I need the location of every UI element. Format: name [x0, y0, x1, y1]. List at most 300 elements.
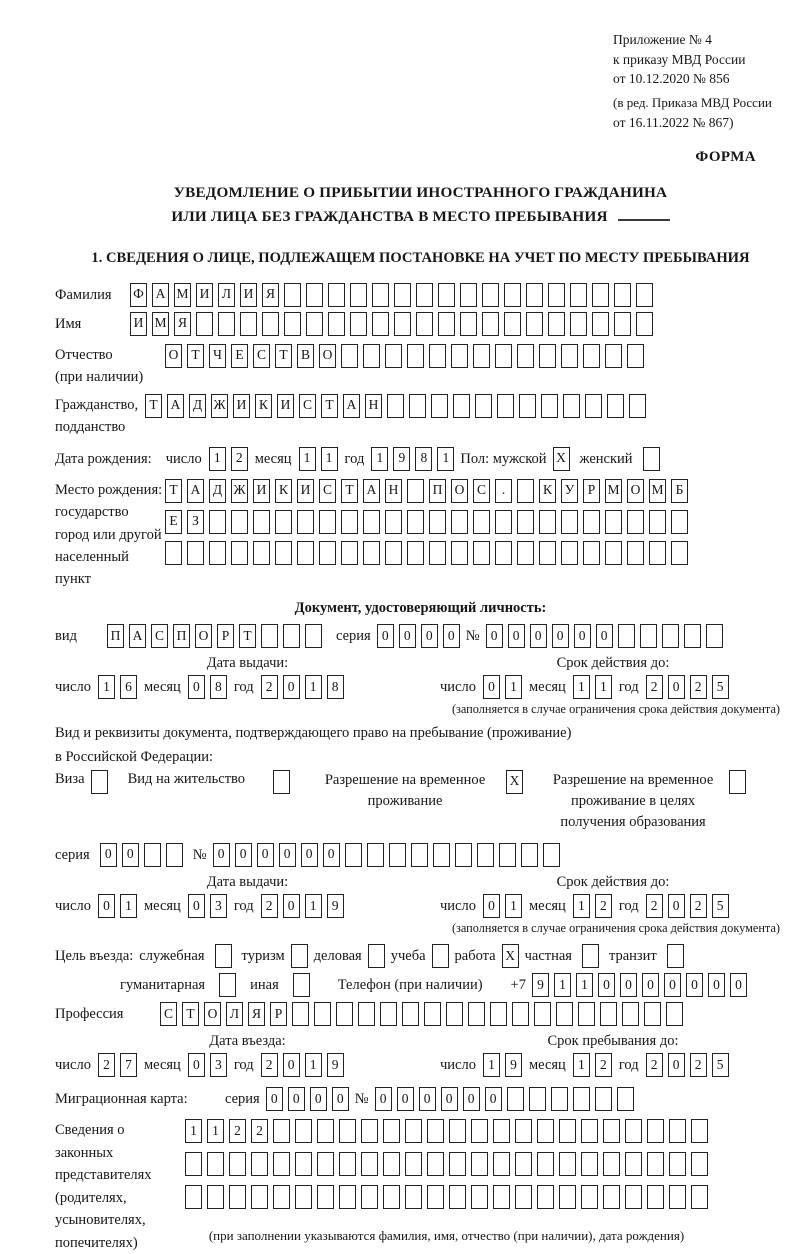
char-cell[interactable]: 0 — [283, 1053, 300, 1077]
char-cell[interactable] — [328, 283, 345, 307]
char-cell[interactable]: Н — [365, 394, 382, 418]
char-cell[interactable] — [706, 624, 723, 648]
char-cell[interactable] — [471, 1185, 488, 1209]
char-cell[interactable] — [519, 394, 536, 418]
char-cell[interactable]: 5 — [712, 894, 729, 918]
char-cell[interactable] — [649, 541, 666, 565]
char-cell[interactable] — [229, 1185, 246, 1209]
char-cell[interactable]: З — [187, 510, 204, 534]
char-cell[interactable] — [662, 624, 679, 648]
char-cell[interactable] — [187, 541, 204, 565]
char-cell[interactable]: М — [152, 312, 169, 336]
char-cell[interactable] — [473, 510, 490, 534]
char-cell[interactable]: 0 — [708, 973, 725, 997]
char-cell[interactable] — [251, 1185, 268, 1209]
char-cell[interactable] — [383, 1152, 400, 1176]
char-cell[interactable] — [603, 1152, 620, 1176]
char-cell[interactable]: 1 — [305, 675, 322, 699]
char-cell[interactable]: 2 — [231, 447, 248, 471]
char-cell[interactable]: 1 — [371, 447, 388, 471]
char-cell[interactable]: 0 — [279, 843, 296, 867]
char-cell[interactable]: 0 — [188, 675, 205, 699]
char-cell[interactable]: У — [561, 479, 578, 503]
char-cell[interactable]: 0 — [441, 1087, 458, 1111]
char-cell[interactable]: А — [343, 394, 360, 418]
char-cell[interactable] — [262, 312, 279, 336]
char-cell[interactable] — [605, 510, 622, 534]
char-cell[interactable] — [493, 1185, 510, 1209]
char-cell[interactable]: 1 — [554, 973, 571, 997]
char-cell[interactable] — [424, 1002, 441, 1026]
char-cell[interactable]: О — [204, 1002, 221, 1026]
char-cell[interactable]: 0 — [266, 1087, 283, 1111]
char-cell[interactable] — [317, 1119, 334, 1143]
char-cell[interactable]: П — [107, 624, 124, 648]
char-cell[interactable]: П — [429, 479, 446, 503]
char-cell[interactable] — [361, 1152, 378, 1176]
char-cell[interactable]: 0 — [419, 1087, 436, 1111]
char-cell[interactable]: Н — [385, 479, 402, 503]
char-cell[interactable] — [471, 1119, 488, 1143]
char-cell[interactable]: 8 — [415, 447, 432, 471]
char-cell[interactable]: 0 — [686, 973, 703, 997]
char-cell[interactable]: 0 — [620, 973, 637, 997]
char-cell[interactable] — [449, 1152, 466, 1176]
char-cell[interactable]: 2 — [690, 894, 707, 918]
char-cell[interactable] — [669, 1185, 686, 1209]
char-cell[interactable]: М — [649, 479, 666, 503]
char-cell[interactable]: 0 — [552, 624, 569, 648]
char-cell[interactable]: 1 — [321, 447, 338, 471]
char-cell[interactable] — [585, 394, 602, 418]
char-cell[interactable]: 9 — [327, 894, 344, 918]
char-cell[interactable] — [477, 843, 494, 867]
char-cell[interactable]: 0 — [188, 894, 205, 918]
char-cell[interactable]: 2 — [229, 1119, 246, 1143]
char-cell[interactable] — [339, 1119, 356, 1143]
char-cell[interactable] — [429, 510, 446, 534]
char-cell[interactable] — [297, 510, 314, 534]
char-cell[interactable] — [614, 312, 631, 336]
char-cell[interactable]: 0 — [288, 1087, 305, 1111]
purpose-transit-checkbox[interactable] — [667, 944, 684, 968]
char-cell[interactable] — [165, 541, 182, 565]
char-cell[interactable]: 0 — [122, 843, 139, 867]
char-cell[interactable] — [240, 312, 257, 336]
char-cell[interactable]: В — [297, 344, 314, 368]
char-cell[interactable] — [185, 1185, 202, 1209]
sex-male-checkbox[interactable]: X — [553, 447, 570, 471]
char-cell[interactable] — [350, 312, 367, 336]
char-cell[interactable]: 0 — [399, 624, 416, 648]
char-cell[interactable]: 3 — [210, 894, 227, 918]
char-cell[interactable] — [622, 1002, 639, 1026]
purpose-other-checkbox[interactable] — [293, 973, 310, 997]
char-cell[interactable]: 0 — [443, 624, 460, 648]
temp-residence-checkbox[interactable]: X — [506, 770, 523, 794]
char-cell[interactable] — [512, 1002, 529, 1026]
char-cell[interactable] — [317, 1185, 334, 1209]
char-cell[interactable]: 1 — [209, 447, 226, 471]
char-cell[interactable] — [207, 1152, 224, 1176]
char-cell[interactable]: 1 — [505, 894, 522, 918]
char-cell[interactable] — [592, 312, 609, 336]
char-cell[interactable] — [405, 1119, 422, 1143]
char-cell[interactable]: И — [240, 283, 257, 307]
residence-permit-checkbox[interactable] — [273, 770, 290, 794]
char-cell[interactable] — [539, 344, 556, 368]
char-cell[interactable] — [407, 344, 424, 368]
char-cell[interactable]: Я — [248, 1002, 265, 1026]
char-cell[interactable]: Р — [270, 1002, 287, 1026]
char-cell[interactable]: Д — [189, 394, 206, 418]
char-cell[interactable] — [583, 541, 600, 565]
char-cell[interactable] — [647, 1119, 664, 1143]
char-cell[interactable] — [207, 1185, 224, 1209]
char-cell[interactable] — [387, 394, 404, 418]
char-cell[interactable] — [490, 1002, 507, 1026]
char-cell[interactable]: 1 — [185, 1119, 202, 1143]
char-cell[interactable] — [166, 843, 183, 867]
sex-female-checkbox[interactable] — [643, 447, 660, 471]
char-cell[interactable]: 1 — [299, 447, 316, 471]
char-cell[interactable] — [473, 344, 490, 368]
char-cell[interactable] — [380, 1002, 397, 1026]
char-cell[interactable]: 1 — [483, 1053, 500, 1077]
char-cell[interactable] — [537, 1152, 554, 1176]
char-cell[interactable] — [647, 1152, 664, 1176]
char-cell[interactable] — [543, 843, 560, 867]
char-cell[interactable]: 8 — [327, 675, 344, 699]
char-cell[interactable]: 2 — [261, 894, 278, 918]
char-cell[interactable]: 5 — [712, 675, 729, 699]
char-cell[interactable]: 0 — [213, 843, 230, 867]
char-cell[interactable]: С — [160, 1002, 177, 1026]
char-cell[interactable] — [548, 283, 565, 307]
char-cell[interactable] — [409, 394, 426, 418]
char-cell[interactable]: Е — [165, 510, 182, 534]
char-cell[interactable] — [339, 1152, 356, 1176]
char-cell[interactable] — [261, 624, 278, 648]
char-cell[interactable] — [341, 541, 358, 565]
char-cell[interactable]: К — [275, 479, 292, 503]
char-cell[interactable] — [592, 283, 609, 307]
char-cell[interactable] — [561, 344, 578, 368]
char-cell[interactable] — [570, 312, 587, 336]
char-cell[interactable] — [521, 843, 538, 867]
char-cell[interactable]: А — [187, 479, 204, 503]
char-cell[interactable] — [394, 312, 411, 336]
char-cell[interactable]: И — [196, 283, 213, 307]
char-cell[interactable]: Т — [182, 1002, 199, 1026]
char-cell[interactable]: Ч — [209, 344, 226, 368]
char-cell[interactable]: 0 — [235, 843, 252, 867]
purpose-work-checkbox[interactable]: X — [502, 944, 519, 968]
char-cell[interactable]: И — [297, 479, 314, 503]
char-cell[interactable] — [691, 1119, 708, 1143]
char-cell[interactable]: 1 — [573, 894, 590, 918]
char-cell[interactable]: 0 — [375, 1087, 392, 1111]
char-cell[interactable] — [475, 394, 492, 418]
char-cell[interactable]: Т — [341, 479, 358, 503]
char-cell[interactable]: 0 — [483, 675, 500, 699]
char-cell[interactable] — [647, 1185, 664, 1209]
char-cell[interactable]: О — [319, 344, 336, 368]
char-cell[interactable]: 0 — [530, 624, 547, 648]
char-cell[interactable]: Ж — [211, 394, 228, 418]
char-cell[interactable]: М — [174, 283, 191, 307]
char-cell[interactable]: 0 — [668, 894, 685, 918]
purpose-business-checkbox[interactable] — [368, 944, 385, 968]
char-cell[interactable]: 0 — [486, 624, 503, 648]
char-cell[interactable] — [636, 312, 653, 336]
char-cell[interactable]: Ф — [130, 283, 147, 307]
char-cell[interactable] — [407, 541, 424, 565]
char-cell[interactable]: И — [277, 394, 294, 418]
char-cell[interactable]: Т — [187, 344, 204, 368]
char-cell[interactable] — [405, 1185, 422, 1209]
char-cell[interactable]: И — [233, 394, 250, 418]
char-cell[interactable] — [507, 1087, 524, 1111]
purpose-official-checkbox[interactable] — [215, 944, 232, 968]
char-cell[interactable] — [314, 1002, 331, 1026]
char-cell[interactable] — [666, 1002, 683, 1026]
char-cell[interactable] — [209, 541, 226, 565]
char-cell[interactable]: Т — [145, 394, 162, 418]
char-cell[interactable]: 2 — [98, 1053, 115, 1077]
char-cell[interactable] — [361, 1119, 378, 1143]
char-cell[interactable] — [600, 1002, 617, 1026]
char-cell[interactable] — [339, 1185, 356, 1209]
char-cell[interactable] — [460, 312, 477, 336]
char-cell[interactable]: 3 — [210, 1053, 227, 1077]
char-cell[interactable] — [614, 283, 631, 307]
char-cell[interactable] — [295, 1152, 312, 1176]
char-cell[interactable] — [669, 1119, 686, 1143]
char-cell[interactable]: 0 — [598, 973, 615, 997]
char-cell[interactable] — [537, 1185, 554, 1209]
char-cell[interactable] — [231, 541, 248, 565]
char-cell[interactable] — [563, 394, 580, 418]
char-cell[interactable]: Е — [231, 344, 248, 368]
char-cell[interactable]: С — [473, 479, 490, 503]
char-cell[interactable] — [427, 1119, 444, 1143]
char-cell[interactable] — [273, 1185, 290, 1209]
char-cell[interactable] — [416, 312, 433, 336]
char-cell[interactable]: 0 — [483, 894, 500, 918]
char-cell[interactable]: А — [152, 283, 169, 307]
char-cell[interactable]: 9 — [327, 1053, 344, 1077]
char-cell[interactable] — [196, 312, 213, 336]
char-cell[interactable]: 2 — [646, 894, 663, 918]
char-cell[interactable]: 0 — [397, 1087, 414, 1111]
char-cell[interactable] — [517, 344, 534, 368]
char-cell[interactable] — [529, 1087, 546, 1111]
char-cell[interactable] — [363, 541, 380, 565]
char-cell[interactable]: 9 — [505, 1053, 522, 1077]
char-cell[interactable]: 0 — [301, 843, 318, 867]
char-cell[interactable] — [284, 283, 301, 307]
char-cell[interactable]: 1 — [207, 1119, 224, 1143]
char-cell[interactable] — [471, 1152, 488, 1176]
char-cell[interactable] — [407, 510, 424, 534]
char-cell[interactable]: 1 — [595, 675, 612, 699]
char-cell[interactable] — [627, 510, 644, 534]
char-cell[interactable]: 1 — [98, 675, 115, 699]
char-cell[interactable] — [429, 344, 446, 368]
char-cell[interactable] — [603, 1185, 620, 1209]
char-cell[interactable] — [449, 1119, 466, 1143]
char-cell[interactable] — [372, 312, 389, 336]
char-cell[interactable] — [306, 312, 323, 336]
char-cell[interactable] — [451, 541, 468, 565]
char-cell[interactable] — [493, 1119, 510, 1143]
char-cell[interactable]: 2 — [646, 1053, 663, 1077]
char-cell[interactable] — [367, 843, 384, 867]
char-cell[interactable] — [460, 283, 477, 307]
char-cell[interactable] — [438, 312, 455, 336]
char-cell[interactable] — [539, 541, 556, 565]
char-cell[interactable]: С — [319, 479, 336, 503]
char-cell[interactable]: 0 — [668, 675, 685, 699]
char-cell[interactable]: К — [255, 394, 272, 418]
char-cell[interactable]: 1 — [576, 973, 593, 997]
char-cell[interactable]: 5 — [712, 1053, 729, 1077]
char-cell[interactable] — [358, 1002, 375, 1026]
char-cell[interactable] — [336, 1002, 353, 1026]
char-cell[interactable] — [627, 344, 644, 368]
char-cell[interactable] — [306, 283, 323, 307]
char-cell[interactable]: 0 — [508, 624, 525, 648]
char-cell[interactable]: 2 — [595, 894, 612, 918]
char-cell[interactable]: 0 — [664, 973, 681, 997]
char-cell[interactable] — [319, 510, 336, 534]
char-cell[interactable] — [495, 344, 512, 368]
char-cell[interactable]: 0 — [310, 1087, 327, 1111]
char-cell[interactable]: И — [253, 479, 270, 503]
char-cell[interactable]: 1 — [505, 675, 522, 699]
char-cell[interactable] — [273, 1152, 290, 1176]
char-cell[interactable]: Ж — [231, 479, 248, 503]
char-cell[interactable] — [578, 1002, 595, 1026]
char-cell[interactable] — [218, 312, 235, 336]
char-cell[interactable]: 2 — [251, 1119, 268, 1143]
char-cell[interactable] — [297, 541, 314, 565]
char-cell[interactable]: 0 — [463, 1087, 480, 1111]
char-cell[interactable]: М — [605, 479, 622, 503]
char-cell[interactable]: 1 — [573, 1053, 590, 1077]
char-cell[interactable] — [385, 541, 402, 565]
char-cell[interactable] — [385, 510, 402, 534]
char-cell[interactable]: 7 — [120, 1053, 137, 1077]
char-cell[interactable] — [495, 510, 512, 534]
char-cell[interactable] — [319, 541, 336, 565]
char-cell[interactable] — [504, 312, 521, 336]
char-cell[interactable]: 0 — [98, 894, 115, 918]
char-cell[interactable] — [341, 510, 358, 534]
char-cell[interactable]: 0 — [323, 843, 340, 867]
char-cell[interactable]: О — [627, 479, 644, 503]
char-cell[interactable]: 6 — [120, 675, 137, 699]
char-cell[interactable] — [581, 1119, 598, 1143]
char-cell[interactable] — [449, 1185, 466, 1209]
purpose-study-checkbox[interactable] — [432, 944, 449, 968]
char-cell[interactable] — [363, 344, 380, 368]
char-cell[interactable] — [669, 1152, 686, 1176]
char-cell[interactable] — [455, 843, 472, 867]
char-cell[interactable] — [671, 541, 688, 565]
char-cell[interactable] — [451, 344, 468, 368]
char-cell[interactable]: 1 — [305, 1053, 322, 1077]
temp-residence-education-checkbox[interactable] — [729, 770, 746, 794]
char-cell[interactable] — [482, 283, 499, 307]
char-cell[interactable] — [251, 1152, 268, 1176]
char-cell[interactable] — [649, 510, 666, 534]
char-cell[interactable]: А — [167, 394, 184, 418]
char-cell[interactable] — [625, 1119, 642, 1143]
char-cell[interactable] — [495, 541, 512, 565]
char-cell[interactable]: Я — [174, 312, 191, 336]
char-cell[interactable] — [644, 1002, 661, 1026]
purpose-humanitarian-checkbox[interactable] — [219, 973, 236, 997]
char-cell[interactable] — [185, 1152, 202, 1176]
char-cell[interactable] — [427, 1185, 444, 1209]
char-cell[interactable]: 9 — [532, 973, 549, 997]
char-cell[interactable] — [473, 541, 490, 565]
char-cell[interactable] — [144, 843, 161, 867]
char-cell[interactable]: 0 — [574, 624, 591, 648]
char-cell[interactable] — [493, 1152, 510, 1176]
char-cell[interactable] — [402, 1002, 419, 1026]
char-cell[interactable] — [534, 1002, 551, 1026]
char-cell[interactable] — [283, 624, 300, 648]
char-cell[interactable] — [482, 312, 499, 336]
char-cell[interactable]: 2 — [595, 1053, 612, 1077]
char-cell[interactable]: Р — [217, 624, 234, 648]
char-cell[interactable]: Л — [226, 1002, 243, 1026]
char-cell[interactable]: 0 — [283, 675, 300, 699]
char-cell[interactable] — [446, 1002, 463, 1026]
char-cell[interactable] — [273, 1119, 290, 1143]
char-cell[interactable] — [231, 510, 248, 534]
char-cell[interactable] — [627, 541, 644, 565]
char-cell[interactable] — [328, 312, 345, 336]
char-cell[interactable]: О — [451, 479, 468, 503]
char-cell[interactable] — [497, 394, 514, 418]
char-cell[interactable] — [548, 312, 565, 336]
char-cell[interactable] — [515, 1152, 532, 1176]
char-cell[interactable]: О — [165, 344, 182, 368]
char-cell[interactable]: Т — [321, 394, 338, 418]
char-cell[interactable]: 0 — [421, 624, 438, 648]
char-cell[interactable] — [583, 344, 600, 368]
char-cell[interactable] — [625, 1185, 642, 1209]
char-cell[interactable]: С — [253, 344, 270, 368]
char-cell[interactable]: 0 — [668, 1053, 685, 1077]
char-cell[interactable]: Т — [165, 479, 182, 503]
char-cell[interactable]: 2 — [690, 1053, 707, 1077]
char-cell[interactable] — [617, 1087, 634, 1111]
char-cell[interactable] — [691, 1152, 708, 1176]
char-cell[interactable]: С — [299, 394, 316, 418]
char-cell[interactable]: 2 — [261, 675, 278, 699]
char-cell[interactable] — [636, 283, 653, 307]
char-cell[interactable]: 0 — [100, 843, 117, 867]
char-cell[interactable] — [429, 541, 446, 565]
char-cell[interactable] — [551, 1087, 568, 1111]
char-cell[interactable] — [361, 1185, 378, 1209]
char-cell[interactable] — [253, 541, 270, 565]
